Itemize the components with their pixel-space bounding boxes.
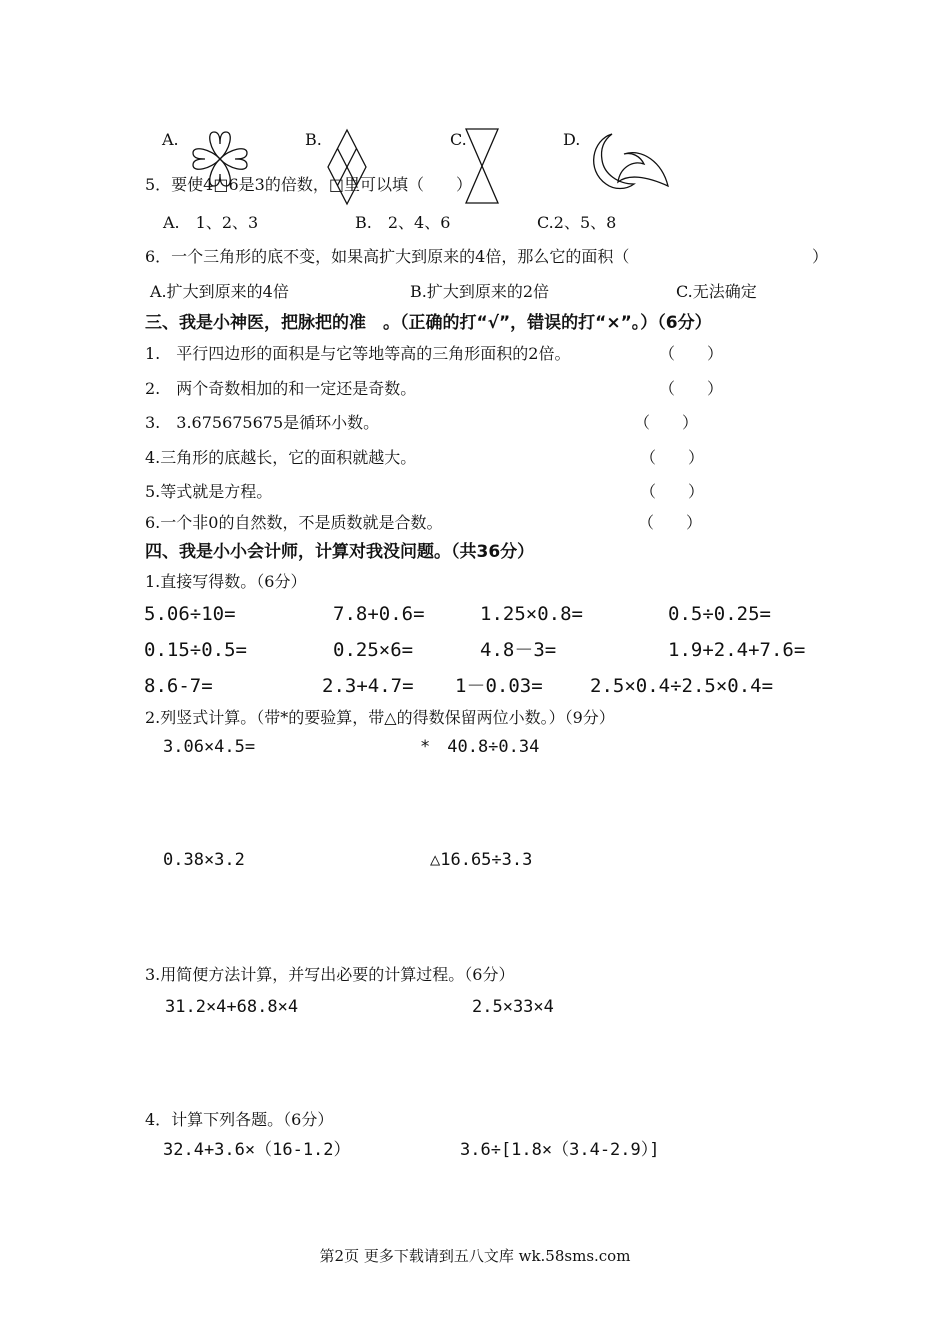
mental-math-item: 4.8－3= <box>480 639 557 661</box>
rhombus-grid-icon <box>326 128 368 206</box>
mental-math-item: 0.15÷0.5= <box>144 639 247 661</box>
mental-math-item: 7.8+0.6= <box>333 603 425 625</box>
answer-paren[interactable]: （ ） <box>634 413 699 432</box>
mental-math-item: 1.25×0.8= <box>480 603 583 625</box>
option-d-label: D. <box>563 130 581 149</box>
q6-option-a: A.扩大到原来的4倍 <box>150 282 289 301</box>
double-crescent-icon <box>584 130 674 192</box>
q5-option-a: A. 1、2、3 <box>163 213 259 232</box>
mental-math-item: 0.5÷0.25= <box>668 603 771 625</box>
judge-item: 6.一个非0的自然数，不是质数就是合数。 <box>145 513 443 532</box>
q5-option-c: C.2、5、8 <box>537 213 617 232</box>
judge-item: 1. 平行四边形的面积是与它等地等高的三角形面积的2倍。 <box>145 344 571 363</box>
answer-paren[interactable]: （ ） <box>640 482 705 501</box>
q6-option-c: C.无法确定 <box>676 282 757 301</box>
part3-title: 3.用简便方法计算，并写出必要的计算过程。（6分） <box>145 965 515 984</box>
answer-paren[interactable]: （ ） <box>659 379 724 398</box>
mental-math-item: 2.3+4.7= <box>322 675 414 697</box>
q6-stem: 6．一个三角形的底不变，如果高扩大到原来的4倍，那么它的面积（ <box>145 247 630 266</box>
part4-title: 4．计算下列各题。（6分） <box>145 1110 334 1129</box>
mixed-calc-item: 3.6÷[1.8×（3.4-2.9）] <box>460 1140 660 1160</box>
mental-math-item: 2.5×0.4÷2.5×0.4= <box>590 675 774 697</box>
vertical-calc-item: △16.65÷3.3 <box>430 850 533 870</box>
mixed-calc-item: 32.4+3.6×（16-1.2） <box>163 1140 351 1160</box>
option-b-label: B. <box>305 130 322 149</box>
judge-item: 5.等式就是方程。 <box>145 482 273 501</box>
judge-item: 3. 3.675675675是循环小数。 <box>145 413 380 432</box>
mental-math-item: 8.6-7= <box>144 675 213 697</box>
option-a-label: A. <box>162 130 179 149</box>
simplify-calc-item: 31.2×4+68.8×4 <box>165 997 299 1017</box>
simplify-calc-item: 2.5×33×4 <box>472 997 554 1017</box>
q6-close-paren: ） <box>812 247 829 266</box>
answer-paren[interactable]: （ ） <box>638 513 703 532</box>
vertical-calc-item: 3.06×4.5= <box>163 737 256 757</box>
section3-title: 三、我是小神医，把脉把的准 。（正确的打“√”，错误的打“×”。）（6分） <box>145 313 712 333</box>
mental-math-item: 5.06÷10= <box>144 603 236 625</box>
judge-item: 4.三角形的底越长，它的面积就越大。 <box>145 448 417 467</box>
mental-math-item: 0.25×6= <box>333 639 414 661</box>
vertical-calc-item: 0.38×3.2 <box>163 850 245 870</box>
q5-option-b: B. 2、4、6 <box>355 213 451 232</box>
mental-math-item: 1－0.03= <box>455 675 543 697</box>
answer-paren[interactable]: （ ） <box>659 344 724 363</box>
part2-title: 2.列竖式计算。（带*的要验算，带△的得数保留两位小数。）（9分） <box>145 708 615 727</box>
option-c-label: C. <box>450 130 467 149</box>
part1-title: 1.直接写得数。（6分） <box>145 572 307 591</box>
q5-stem: 5．要使4□6是3的倍数，□里可以填（ ） <box>145 175 472 194</box>
judge-item: 2. 两个奇数相加的和一定还是奇数。 <box>145 379 417 398</box>
q6-option-b: B.扩大到原来的2倍 <box>410 282 550 301</box>
page-footer: 第2页 更多下载请到五八文库 wk.58sms.com <box>319 1247 631 1265</box>
answer-paren[interactable]: （ ） <box>640 448 705 467</box>
vertical-calc-item: * 40.8÷0.34 <box>420 737 540 757</box>
section4-title: 四、我是小小会计师，计算对我没问题。（共36分） <box>145 542 535 562</box>
mental-math-item: 1.9+2.4+7.6= <box>668 639 806 661</box>
